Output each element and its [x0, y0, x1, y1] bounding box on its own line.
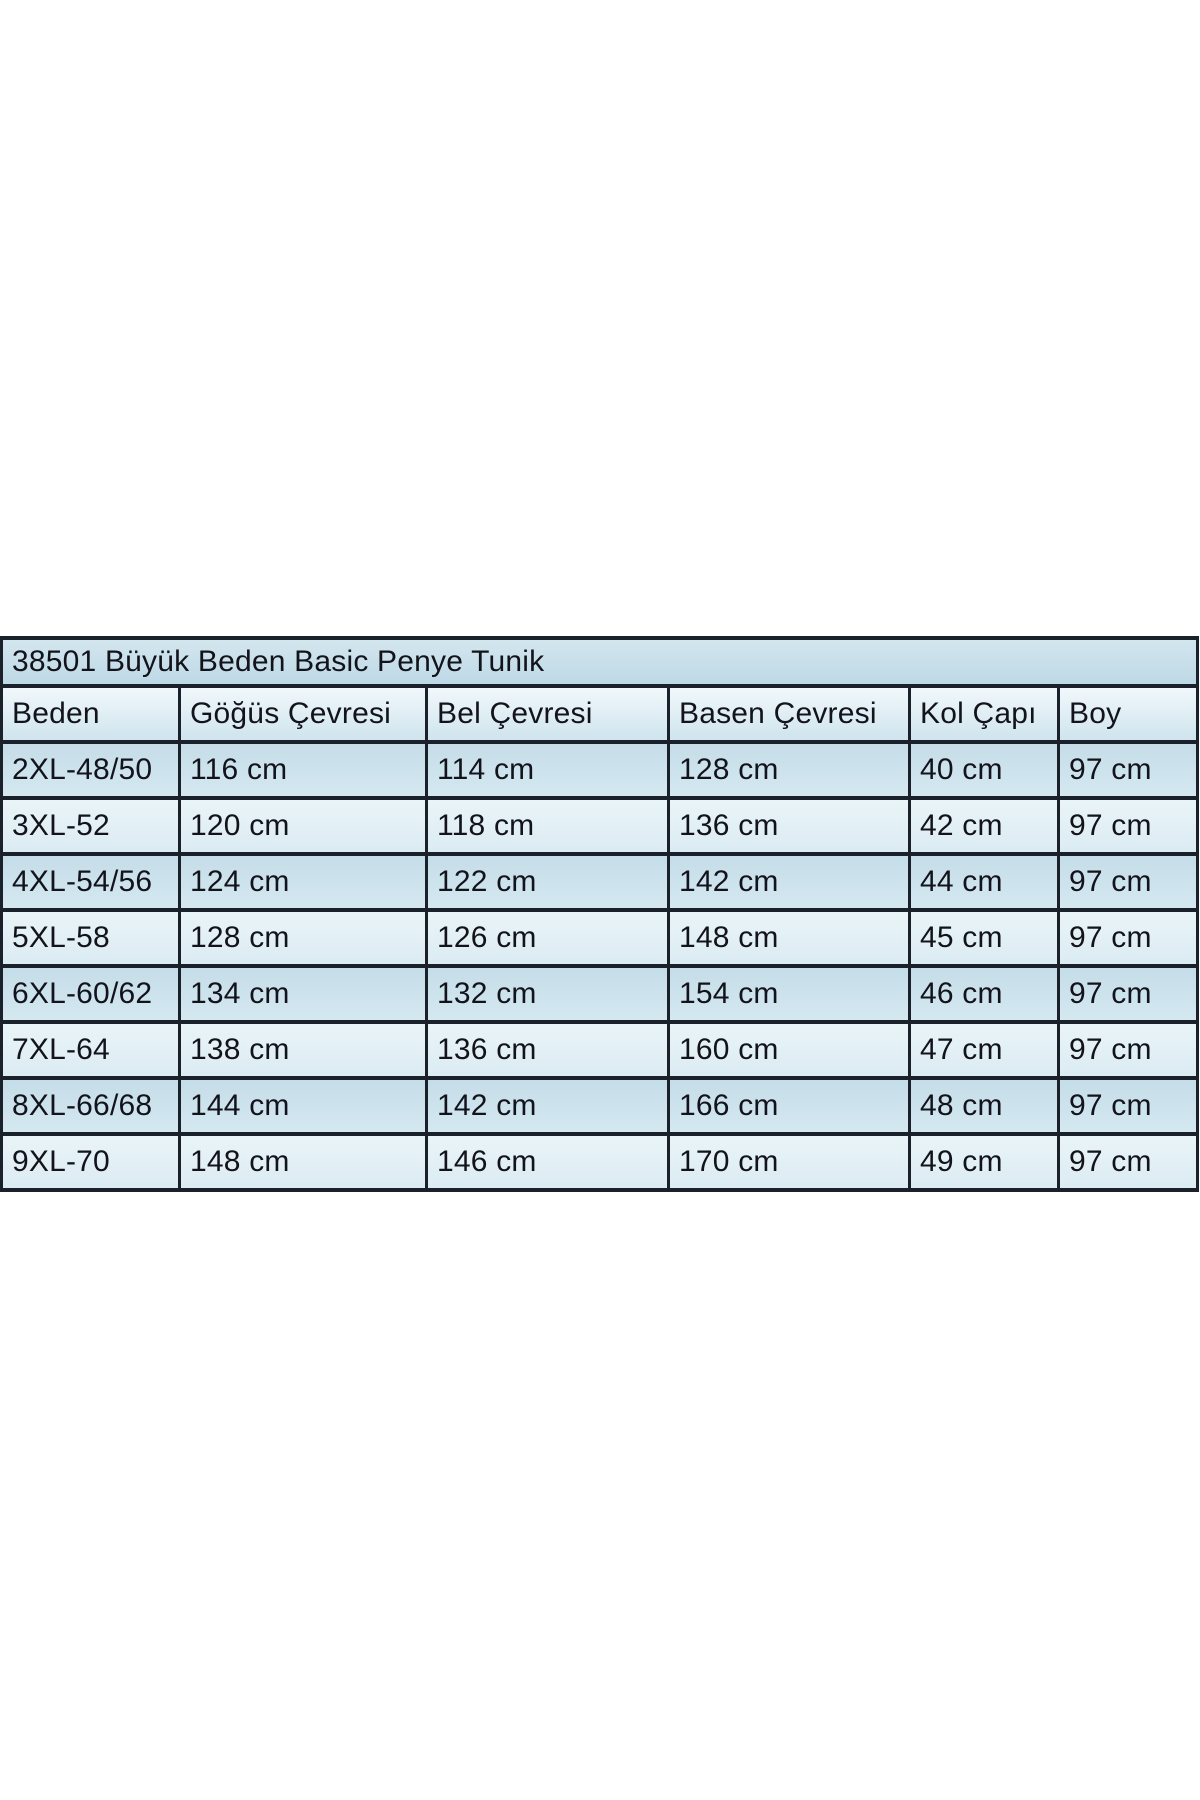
column-header-boy: Boy — [1059, 686, 1198, 742]
table-cell: 40 cm — [910, 742, 1059, 798]
table-cell: 120 cm — [180, 798, 427, 854]
column-header-basen-cevresi: Basen Çevresi — [669, 686, 910, 742]
table-title-row — [2, 638, 1198, 686]
table-cell: 126 cm — [427, 910, 669, 966]
table-cell: 166 cm — [669, 1078, 910, 1134]
table-cell: 49 cm — [910, 1134, 1059, 1190]
table-row — [2, 1134, 1198, 1190]
table-row — [2, 1078, 1198, 1134]
table-cell-size: 5XL-58 — [2, 910, 180, 966]
column-header-bel-cevresi: Bel Çevresi — [427, 686, 669, 742]
column-header-kol-capi: Kol Çapı — [910, 686, 1059, 742]
table-row — [2, 966, 1198, 1022]
size-chart-table — [0, 636, 1199, 1192]
table-cell: 97 cm — [1059, 798, 1198, 854]
table-cell-size: 7XL-64 — [2, 1022, 180, 1078]
table-cell: 42 cm — [910, 798, 1059, 854]
table-cell: 132 cm — [427, 966, 669, 1022]
table-cell: 118 cm — [427, 798, 669, 854]
table-cell: 48 cm — [910, 1078, 1059, 1134]
table-cell: 144 cm — [180, 1078, 427, 1134]
column-header-beden: Beden — [2, 686, 180, 742]
table-cell-size: 9XL-70 — [2, 1134, 180, 1190]
table-cell: 45 cm — [910, 910, 1059, 966]
table-cell: 148 cm — [669, 910, 910, 966]
table-cell: 97 cm — [1059, 1022, 1198, 1078]
table-cell-size: 8XL-66/68 — [2, 1078, 180, 1134]
table-cell: 146 cm — [427, 1134, 669, 1190]
table-cell: 142 cm — [669, 854, 910, 910]
table-cell-size: 4XL-54/56 — [2, 854, 180, 910]
table-cell: 136 cm — [669, 798, 910, 854]
table-cell: 128 cm — [669, 742, 910, 798]
table-cell: 128 cm — [180, 910, 427, 966]
table-cell-size: 3XL-52 — [2, 798, 180, 854]
table-row — [2, 798, 1198, 854]
table-cell: 97 cm — [1059, 742, 1198, 798]
table-cell: 142 cm — [427, 1078, 669, 1134]
table-cell: 97 cm — [1059, 966, 1198, 1022]
table-cell: 47 cm — [910, 1022, 1059, 1078]
table-row — [2, 742, 1198, 798]
table-cell-size: 6XL-60/62 — [2, 966, 180, 1022]
table-cell: 97 cm — [1059, 854, 1198, 910]
table-header-row — [2, 686, 1198, 742]
table-cell: 46 cm — [910, 966, 1059, 1022]
table-cell: 116 cm — [180, 742, 427, 798]
table-row — [2, 910, 1198, 966]
table-cell: 138 cm — [180, 1022, 427, 1078]
table-cell: 97 cm — [1059, 1078, 1198, 1134]
table-cell: 136 cm — [427, 1022, 669, 1078]
table-cell: 170 cm — [669, 1134, 910, 1190]
table-cell: 114 cm — [427, 742, 669, 798]
table-cell: 134 cm — [180, 966, 427, 1022]
table-cell: 124 cm — [180, 854, 427, 910]
table-row — [2, 1022, 1198, 1078]
table-cell: 154 cm — [669, 966, 910, 1022]
table-cell: 44 cm — [910, 854, 1059, 910]
table-row — [2, 854, 1198, 910]
table-title: 38501 Büyük Beden Basic Penye Tunik — [2, 638, 1198, 686]
table-cell: 148 cm — [180, 1134, 427, 1190]
table-cell: 97 cm — [1059, 910, 1198, 966]
table-cell-size: 2XL-48/50 — [2, 742, 180, 798]
table-cell: 97 cm — [1059, 1134, 1198, 1190]
table-cell: 160 cm — [669, 1022, 910, 1078]
table-cell: 122 cm — [427, 854, 669, 910]
column-header-gogus-cevresi: Göğüs Çevresi — [180, 686, 427, 742]
